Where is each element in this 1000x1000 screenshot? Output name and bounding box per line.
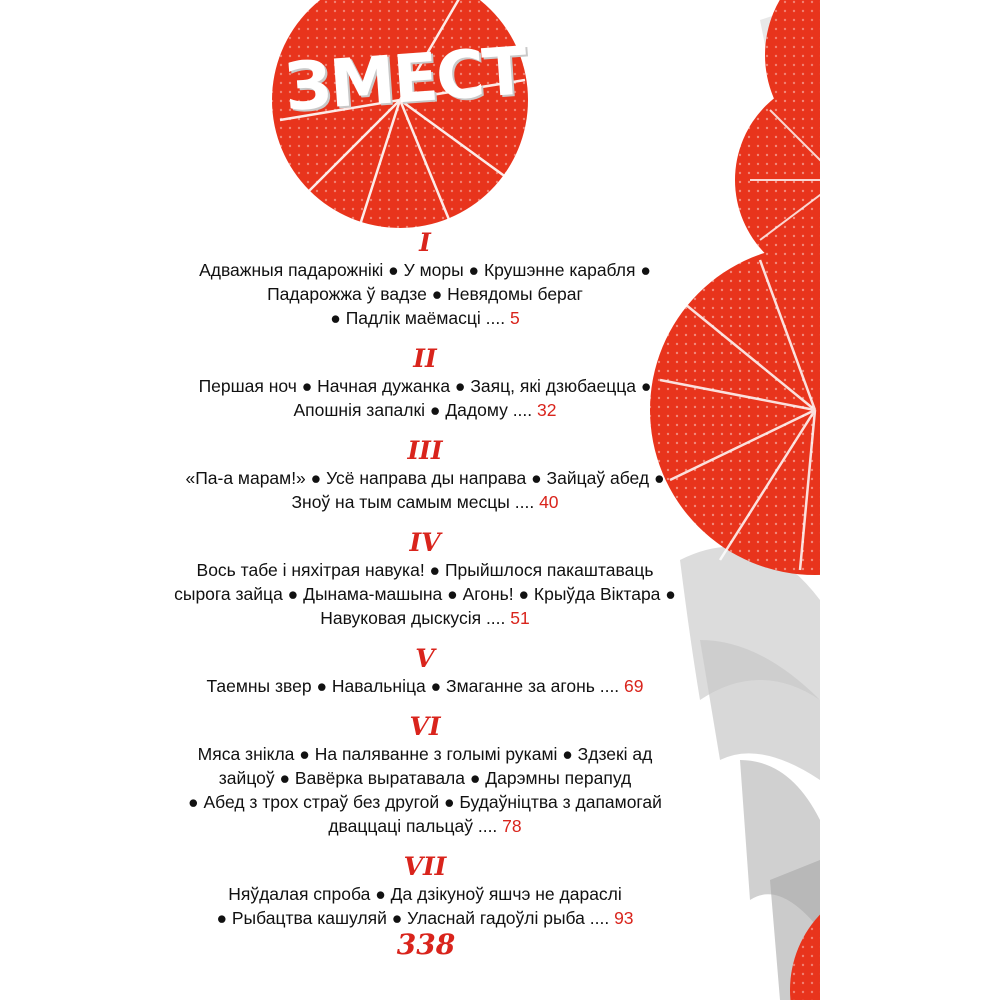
- white-margin: [820, 0, 1000, 1000]
- toc-page-number[interactable]: 51: [510, 608, 530, 628]
- chapter-titles: ● Рыбацтва кашуляй ● Уласнай гадоўлі рыба ....: [216, 908, 610, 928]
- chapter-titles: «Па-а марам!» ● Усё направа ды направа ● Зайцаў абед ●: [185, 468, 665, 488]
- chapter-titles: Адважныя падарожнікі ● У моры ● Крушэнне карабля ●: [199, 260, 651, 280]
- section-numeral: I: [419, 228, 431, 257]
- chapter-titles: Мяса знікла ● На паляванне з голымі рукамі ● Здзекі ад: [197, 744, 653, 764]
- toc-page-number[interactable]: 40: [539, 492, 559, 512]
- table-of-contents: [140, 228, 710, 944]
- chapter-titles: сырога зайца ● Дынама-машына ● Агонь! ● Крыўда Віктара ●: [174, 584, 676, 604]
- contents-title: ЗМЕСТ: [282, 32, 529, 126]
- chapter-titles: Вось табе і няхітрая навука! ● Прыйшлося пакаштаваць: [196, 560, 654, 580]
- toc-section: [140, 712, 710, 838]
- toc-section: [140, 852, 710, 930]
- toc-line: [140, 790, 710, 814]
- toc-line: [140, 606, 710, 630]
- toc-line: [140, 814, 710, 838]
- chapter-titles: зайцоў ● Вавёрка выратавала ● Дарэмны перапуд: [218, 768, 632, 788]
- toc-section: [140, 436, 710, 514]
- toc-line: [140, 282, 710, 306]
- toc-line: [140, 906, 710, 930]
- chapter-titles: Няўдалая спроба ● Да дзікуноў яшчэ не дараслі: [228, 884, 622, 904]
- toc-page-number[interactable]: 93: [614, 908, 634, 928]
- section-numeral: VII: [403, 852, 447, 881]
- toc-section: [140, 528, 710, 630]
- toc-section: [140, 344, 710, 422]
- toc-section: [140, 644, 710, 698]
- section-numeral: IV: [409, 528, 441, 557]
- toc-line: [140, 766, 710, 790]
- toc-line: [140, 258, 710, 282]
- toc-page-number[interactable]: 69: [624, 676, 644, 696]
- section-numeral: V: [415, 644, 435, 673]
- toc-page-number[interactable]: 5: [509, 308, 520, 328]
- toc-line: [140, 882, 710, 906]
- toc-page-number[interactable]: 78: [502, 816, 522, 836]
- chapter-titles: дваццаці пальцаў ....: [328, 816, 498, 836]
- chapter-titles: Таемны звер ● Навальніца ● Змаганне за агонь ....: [206, 676, 620, 696]
- chapter-titles: ● Абед з трох страў без другой ● Будаўніцтва з дапамогай: [188, 792, 662, 812]
- toc-page-number[interactable]: 32: [537, 400, 557, 420]
- toc-line: [140, 306, 710, 330]
- section-numeral: VI: [409, 712, 441, 741]
- chapter-titles: ● Падлік маёмасці ....: [330, 308, 506, 328]
- toc-line: [140, 374, 710, 398]
- chapter-titles: Навуковая дыскусія ....: [320, 608, 506, 628]
- toc-line: [140, 558, 710, 582]
- toc-line: [140, 582, 710, 606]
- chapter-titles: Першая ноч ● Начная дужанка ● Заяц, які дзюбаецца ●: [198, 376, 652, 396]
- section-numeral: II: [413, 344, 437, 373]
- toc-line: [140, 398, 710, 422]
- chapter-titles: Зноў на тым самым месцы ....: [291, 492, 535, 512]
- page-number: 338: [396, 928, 456, 961]
- toc-line: [140, 742, 710, 766]
- toc-line: [140, 490, 710, 514]
- toc-line: [140, 674, 710, 698]
- chapter-titles: Падарожжа ў вадзе ● Невядомы бераг: [267, 284, 583, 304]
- toc-line: [140, 466, 710, 490]
- chapter-titles: Апошнія запалкі ● Дадому ....: [293, 400, 533, 420]
- section-numeral: III: [407, 436, 443, 465]
- toc-section: [140, 228, 710, 330]
